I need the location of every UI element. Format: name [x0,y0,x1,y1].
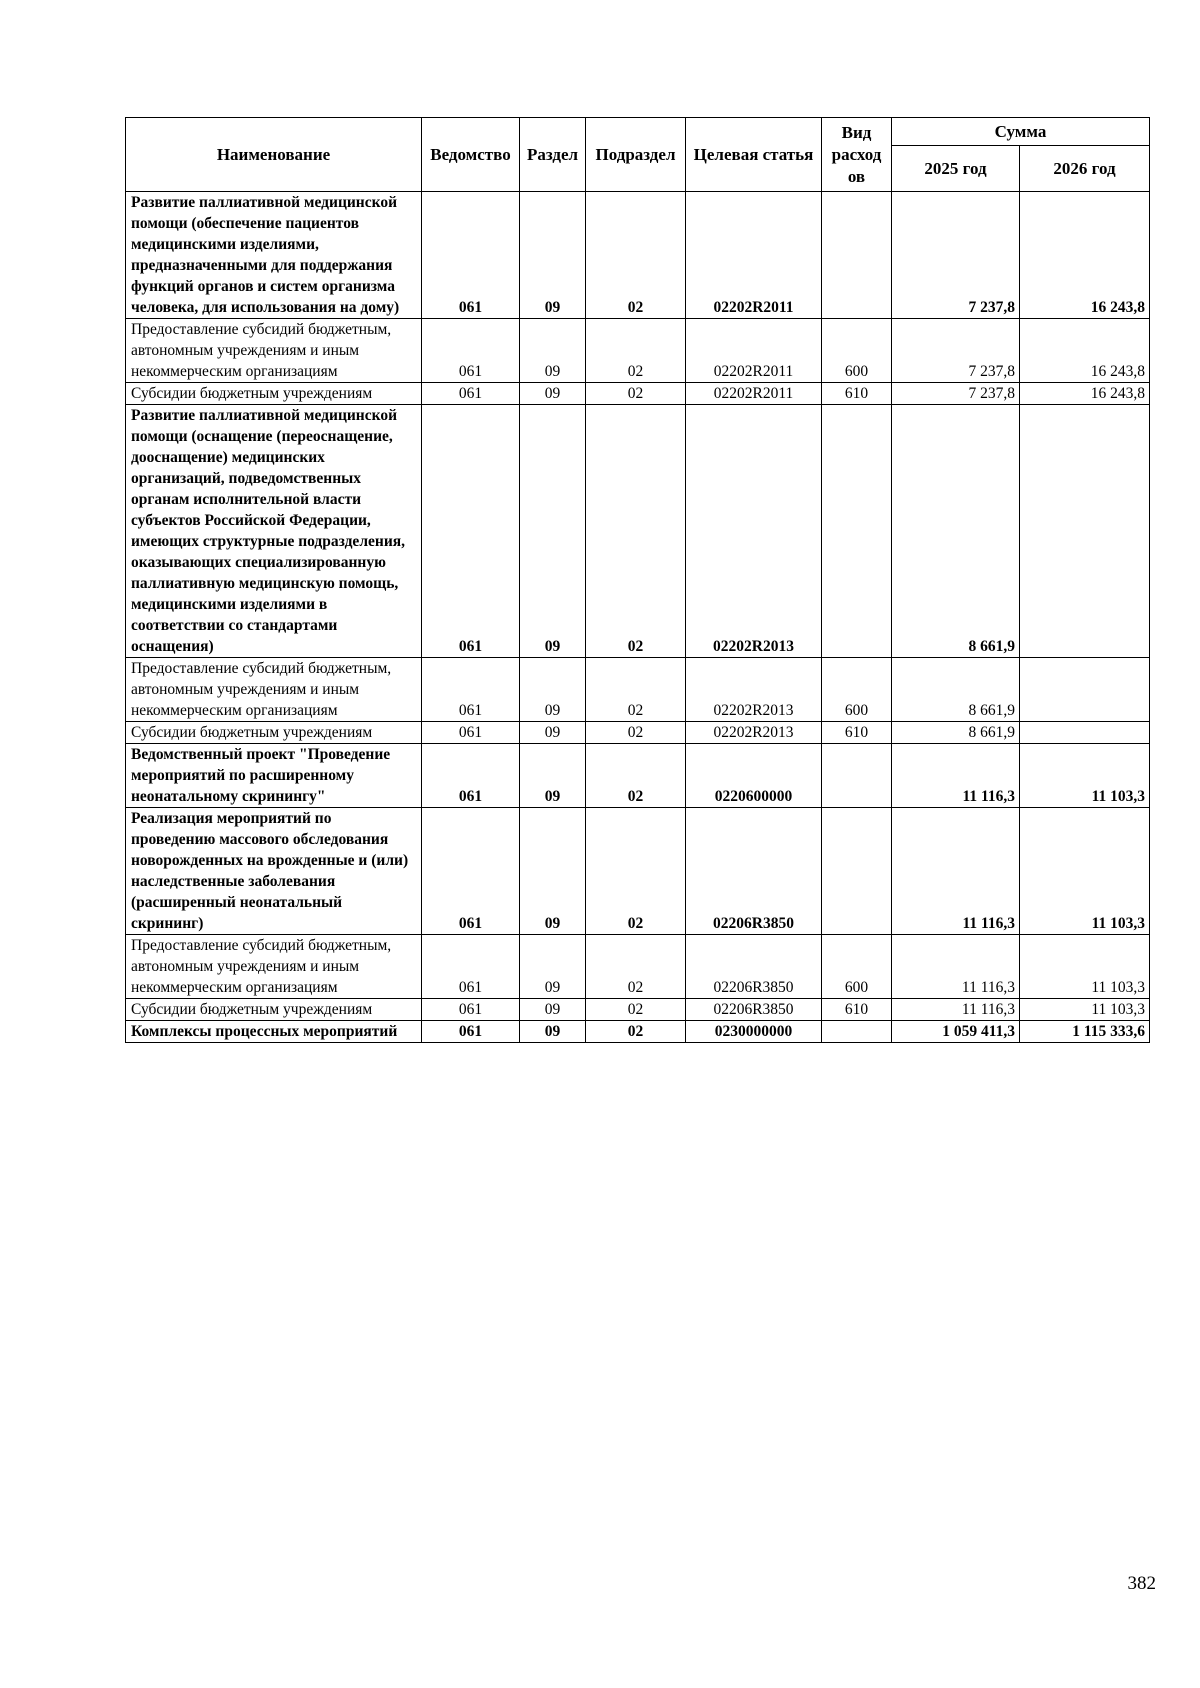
cell-amount-2026: 11 103,3 [1020,999,1150,1021]
cell-amount-2025: 8 661,9 [892,658,1020,722]
cell-section: 09 [520,744,586,808]
header-name: Наименование [126,118,422,192]
cell-amount-2025: 8 661,9 [892,405,1020,658]
cell-amount-2026: 11 103,3 [1020,935,1150,999]
table-row [126,658,1150,722]
cell-target: 0230000000 [686,1021,822,1043]
cell-amount-2025: 11 116,3 [892,999,1020,1021]
cell-section: 09 [520,405,586,658]
header-sum: Сумма [892,118,1150,146]
cell-expense-type: 600 [822,319,892,383]
cell-dept: 061 [422,319,520,383]
cell-subsection: 02 [586,658,686,722]
page-number: 382 [1127,1573,1156,1594]
cell-amount-2025: 7 237,8 [892,319,1020,383]
cell-amount-2025: 11 116,3 [892,808,1020,935]
cell-amount-2026 [1020,658,1150,722]
cell-name: Субсидии бюджетным учреждениям [126,999,422,1021]
cell-target: 02202R2011 [686,319,822,383]
cell-subsection: 02 [586,405,686,658]
table-row [126,744,1150,808]
cell-expense-type: 610 [822,722,892,744]
cell-target: 02202R2011 [686,383,822,405]
cell-section: 09 [520,935,586,999]
cell-section: 09 [520,319,586,383]
header-target: Целевая статья [686,118,822,192]
cell-dept: 061 [422,658,520,722]
cell-subsection: 02 [586,722,686,744]
cell-expense-type [822,744,892,808]
cell-subsection: 02 [586,192,686,319]
cell-target: 02206R3850 [686,999,822,1021]
cell-subsection: 02 [586,1021,686,1043]
cell-dept: 061 [422,405,520,658]
cell-name: Развитие паллиативной медицинской помощи (обеспечение пациентов медицинскими изделиями, предназначенными для поддержания функций органов и систем организма человека, для использования на дому) [126,192,422,319]
cell-name: Субсидии бюджетным учреждениям [126,383,422,405]
header-dept: Ведомство [422,118,520,192]
cell-amount-2026: 16 243,8 [1020,192,1150,319]
table-header [126,118,1150,192]
cell-dept: 061 [422,808,520,935]
cell-expense-type [822,1021,892,1043]
table-row [126,1021,1150,1043]
cell-dept: 061 [422,744,520,808]
cell-amount-2025: 11 116,3 [892,744,1020,808]
header-section: Раздел [520,118,586,192]
cell-amount-2026: 16 243,8 [1020,319,1150,383]
cell-section: 09 [520,658,586,722]
table-row [126,935,1150,999]
cell-dept: 061 [422,1021,520,1043]
cell-amount-2026 [1020,722,1150,744]
cell-target: 02202R2013 [686,658,822,722]
cell-amount-2026: 11 103,3 [1020,744,1150,808]
cell-target: 02206R3850 [686,808,822,935]
cell-amount-2025: 1 059 411,3 [892,1021,1020,1043]
cell-section: 09 [520,999,586,1021]
cell-expense-type: 610 [822,383,892,405]
cell-dept: 061 [422,999,520,1021]
table-row [126,405,1150,658]
cell-name: Реализация мероприятий по проведению массового обследования новорожденных на врожденные и (или) наследственные заболевания (расширенный неонатальный скрининг) [126,808,422,935]
cell-target: 02202R2013 [686,405,822,658]
cell-amount-2026: 1 115 333,6 [1020,1021,1150,1043]
cell-name: Ведомственный проект "Проведение мероприятий по расширенному неонатальному скринингу" [126,744,422,808]
cell-expense-type [822,192,892,319]
cell-expense-type [822,808,892,935]
cell-name: Предоставление субсидий бюджетным, автономным учреждениям и иным некоммерческим организациям [126,319,422,383]
cell-subsection: 02 [586,935,686,999]
table-row [126,319,1150,383]
cell-amount-2026 [1020,405,1150,658]
cell-target: 02202R2011 [686,192,822,319]
cell-subsection: 02 [586,744,686,808]
cell-subsection: 02 [586,319,686,383]
cell-expense-type [822,405,892,658]
cell-section: 09 [520,1021,586,1043]
header-year-2025: 2025 год [892,146,1020,192]
cell-amount-2025: 7 237,8 [892,383,1020,405]
cell-section: 09 [520,383,586,405]
cell-dept: 061 [422,192,520,319]
header-expense-type: Вид расход ов [822,118,892,192]
header-year-2026: 2026 год [1020,146,1150,192]
cell-target: 0220600000 [686,744,822,808]
cell-expense-type: 610 [822,999,892,1021]
cell-amount-2026: 16 243,8 [1020,383,1150,405]
cell-subsection: 02 [586,808,686,935]
cell-subsection: 02 [586,999,686,1021]
table-body [126,192,1150,1043]
cell-amount-2025: 8 661,9 [892,722,1020,744]
budget-table [125,117,1150,1043]
table-row [126,999,1150,1021]
cell-name: Предоставление субсидий бюджетным, автономным учреждениям и иным некоммерческим организациям [126,935,422,999]
cell-section: 09 [520,808,586,935]
table-row [126,383,1150,405]
cell-dept: 061 [422,722,520,744]
cell-target: 02202R2013 [686,722,822,744]
cell-expense-type: 600 [822,935,892,999]
table-row [126,722,1150,744]
cell-section: 09 [520,722,586,744]
cell-expense-type: 600 [822,658,892,722]
cell-amount-2025: 7 237,8 [892,192,1020,319]
table-row [126,192,1150,319]
cell-amount-2025: 11 116,3 [892,935,1020,999]
cell-name: Развитие паллиативной медицинской помощи (оснащение (переоснащение, дооснащение) медицинских организаций, подведомственных органам исполнительной власти субъектов Российской Федерации, имеющих структурные подразделения, оказывающих специализированную паллиативную медицинскую помощь, медицинскими изделиями в соответствии со стандартами оснащения) [126,405,422,658]
cell-subsection: 02 [586,383,686,405]
cell-dept: 061 [422,935,520,999]
cell-name: Комплексы процессных мероприятий [126,1021,422,1043]
cell-name: Субсидии бюджетным учреждениям [126,722,422,744]
cell-amount-2026: 11 103,3 [1020,808,1150,935]
header-subsection: Подраздел [586,118,686,192]
cell-name: Предоставление субсидий бюджетным, автономным учреждениям и иным некоммерческим организациям [126,658,422,722]
cell-target: 02206R3850 [686,935,822,999]
cell-dept: 061 [422,383,520,405]
cell-section: 09 [520,192,586,319]
table-row [126,808,1150,935]
